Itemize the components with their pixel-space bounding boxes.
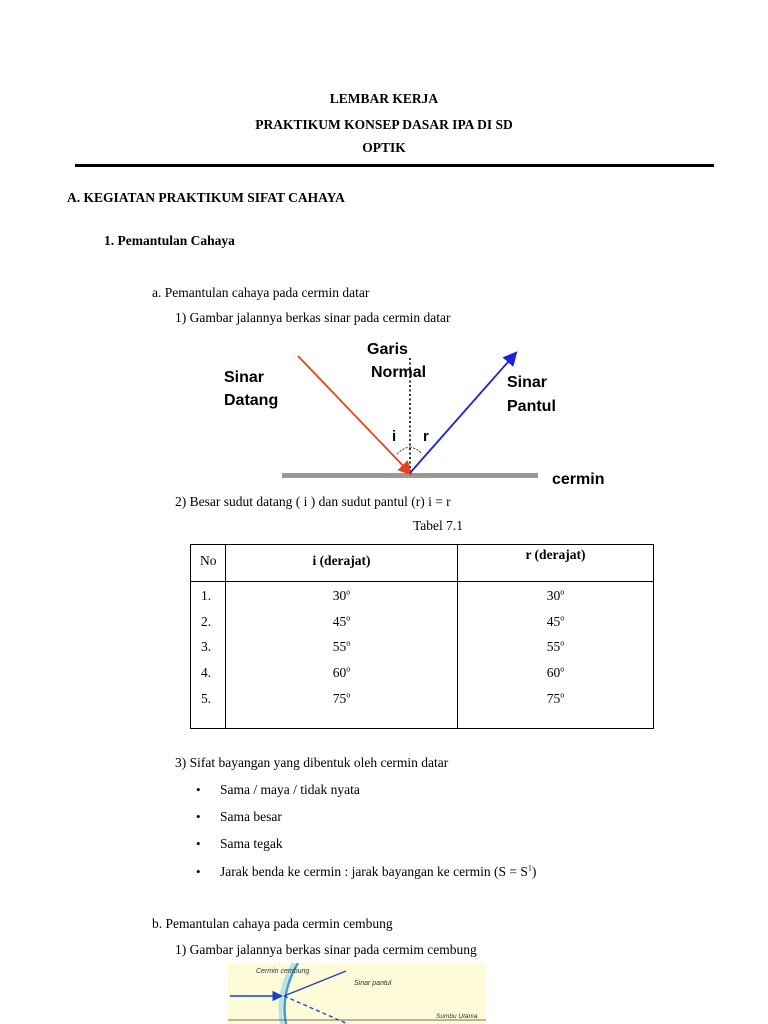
bullet-dot: • <box>196 782 201 797</box>
worksheet-title: LEMBAR KERJA <box>329 91 439 106</box>
topic-title: OPTIK <box>362 140 406 155</box>
cermin-cembung-label: Cermin cembung <box>256 968 310 975</box>
sinar-datang-label-2: Datang <box>224 392 279 409</box>
header-divider <box>75 164 714 167</box>
angle-table <box>190 544 654 729</box>
item-b-heading: b. Pemantulan cahaya pada cermin cembung <box>152 916 393 931</box>
i-value: 60$^o$ <box>332 664 351 680</box>
bullet-item: Sama tegak <box>220 836 283 851</box>
bullet-dot: • <box>196 809 201 824</box>
angle-r-label: r <box>423 428 429 445</box>
r-value: 30$^o$ <box>546 587 565 603</box>
table-column-r <box>458 582 654 729</box>
bullet-item: Sama / maya / tidak nyata <box>220 782 360 797</box>
r-value: 45$^o$ <box>546 613 565 629</box>
i-value: 45$^o$ <box>332 613 351 629</box>
table-row-number: 1. <box>201 588 212 603</box>
i-value: 55$^o$ <box>332 638 351 654</box>
cermin-label: cermin <box>552 471 605 488</box>
bullet-dot: • <box>196 836 201 851</box>
i-value: 75$^o$ <box>332 690 351 706</box>
r-value: 55$^o$ <box>546 638 565 654</box>
angle-i-arc <box>397 447 410 454</box>
i-value: 30$^o$ <box>332 587 351 603</box>
angle-r-arc <box>410 447 422 454</box>
convex-mirror-diagram <box>228 963 486 1024</box>
r-value: 60$^o$ <box>546 664 565 680</box>
sinar-pantul-label-1: Sinar <box>507 374 548 391</box>
table-row-number: 5. <box>201 691 212 706</box>
table-header-i: i (derajat) <box>226 545 458 582</box>
table-row-number: 4. <box>201 665 212 680</box>
table-column-i <box>226 582 458 729</box>
item-a-heading: a. Pemantulan cahaya pada cermin datar <box>152 285 370 300</box>
practicum-title: PRAKTIKUM KONSEP DASAR IPA DI SD <box>255 117 513 132</box>
sumbu-utama-label: Sumbu Utama <box>436 1013 478 1020</box>
sinar-pantul-label-2: Sinar pantul <box>354 980 392 987</box>
subsection-1-heading: 1. Pemantulan Cahaya <box>104 233 235 248</box>
bullet-dot: • <box>196 864 201 879</box>
sinar-datang-label-1: Sinar <box>224 369 265 386</box>
mirror-surface <box>282 473 538 478</box>
table-row-number: 3. <box>201 639 212 654</box>
table-row-number: 2. <box>201 614 212 629</box>
normal-label: Normal <box>371 364 427 381</box>
table-caption: Tabel 7.1 <box>413 518 464 533</box>
sinar-pantul-label-2: Pantul <box>507 398 556 415</box>
bullet-item: Sama besar <box>220 809 282 824</box>
r-value: 75$^o$ <box>546 690 565 706</box>
item-a2-text: 2) Besar sudut datang ( i ) dan sudut pantul (r) i = r <box>175 494 451 509</box>
bullet-item: Jarak benda ke cermin : jarak bayangan ke cermin $(S = S^1)$ <box>220 863 537 879</box>
garis-label: Garis <box>367 341 408 358</box>
plane-mirror-diagram <box>200 330 620 495</box>
section-a-heading: A. KEGIATAN PRAKTIKUM SIFAT CAHAYA <box>67 190 345 205</box>
table-header-no: No <box>191 545 226 582</box>
item-a3-text: 3) Sifat bayangan yang dibentuk oleh cermin datar <box>175 755 449 770</box>
item-a1-text: 1) Gambar jalannya berkas sinar pada cermin datar <box>175 310 451 325</box>
table-column-no <box>191 582 226 729</box>
item-b1-text: 1) Gambar jalannya berkas sinar pada cermim cembung <box>175 942 477 957</box>
table-header-r: r (derajat) <box>458 545 654 582</box>
angle-i-label: i <box>392 428 397 445</box>
